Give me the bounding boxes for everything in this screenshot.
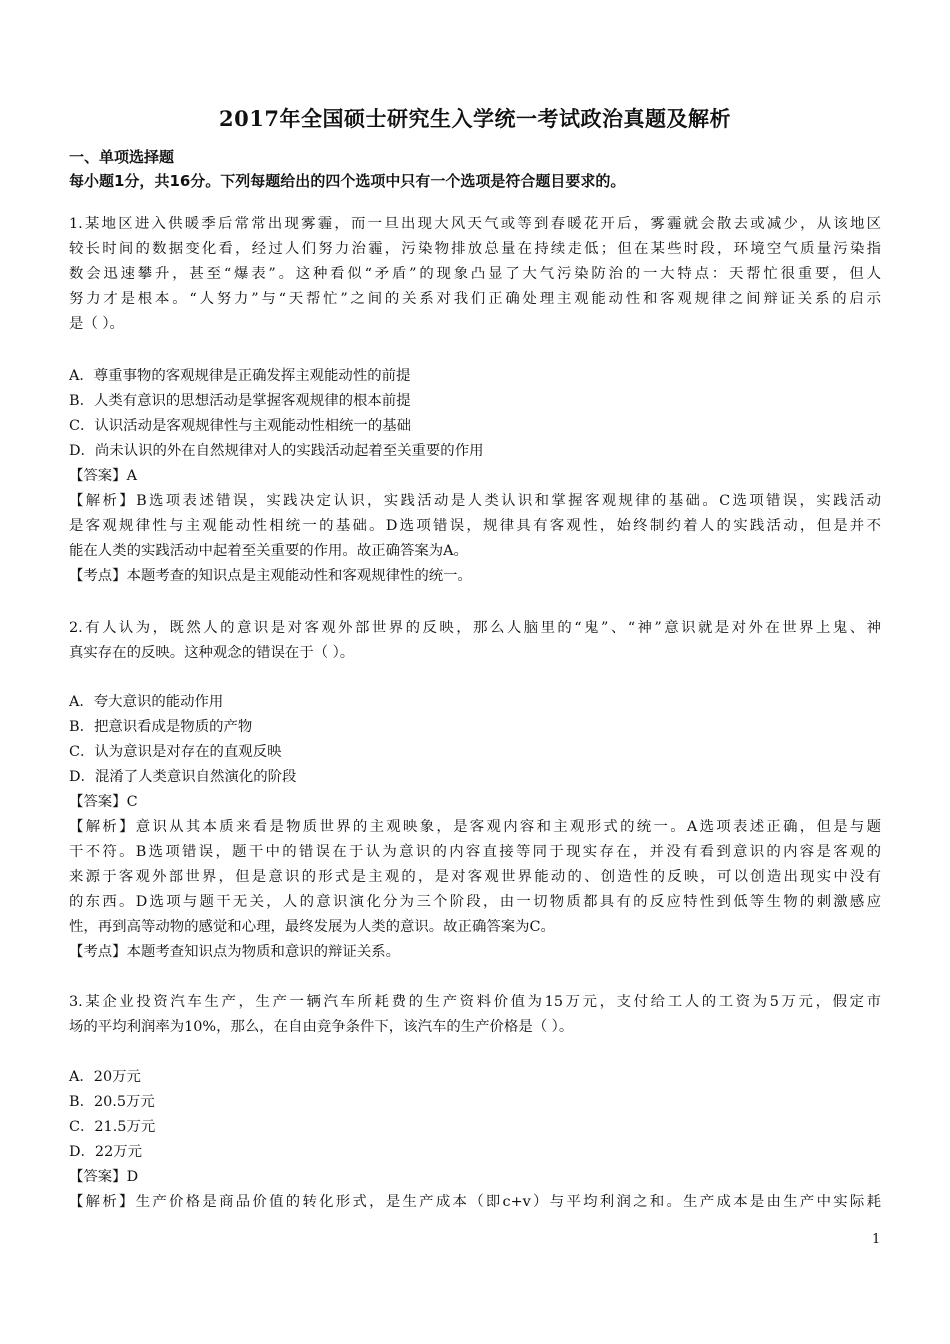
question-stem-line: 1.某地区进入供暖季后常常出现雾霾，而一旦出现大风天气或等到春暖花开后，雾霾就会散去或减少，从该地区 — [69, 216, 881, 232]
question-stem-line: 较长时间的数据变化看，经过人们努力治霾，污染物排放总量在持续走低；但在某些时段，环境空气质量污染指 — [69, 241, 881, 257]
option-a: A．夸大意识的能动作用 — [69, 694, 224, 710]
question-stem-line: 是（ ）。 — [69, 316, 124, 332]
analysis-line: 是客观规律性与主观能动性相统一的基础。D选项错误，规律具有客观性，始终制约着人的实践活动，但是并不 — [69, 518, 881, 534]
question-stem-line: 2.有人认为，既然人的意识是对客观外部世界的反映，那么人脑里的“鬼”、“神”意识就是对外在世界上鬼、神 — [69, 620, 881, 636]
question-stem-line: 努力才是根本。“人努力”与“天帮忙”之间的关系对我们正确处理主观能动性和客观规律之间辩证关系的启示 — [69, 291, 881, 307]
question-stem-line: 真实存在的反映。这种观念的错误在于（ ）。 — [69, 645, 355, 661]
option-d: D．尚未认识的外在自然规律对人的实践活动起着至关重要的作用 — [69, 443, 484, 459]
option-b: B．把意识看成是物质的产物 — [69, 719, 253, 735]
knowledge-point-line: 【考点】本题考查知识点为物质和意识的辩证关系。 — [69, 944, 400, 960]
analysis-line: 【解析】生产价格是商品价值的转化形式，是生产成本（即c+v）与平均利润之和。生产成本是由生产中实际耗 — [69, 1194, 881, 1210]
option-a: A．20万元 — [69, 1069, 141, 1085]
analysis-line: 来源于客观外部世界，但是意识的形式是主观的，是对客观世界能动的、创造性的反映，可以创造出现实中没有 — [69, 869, 881, 885]
analysis-line: 【解析】意识从其本质来看是物质世界的主观映象，是客观内容和主观形式的统一。A选项表述正确，但是与题 — [69, 819, 881, 835]
section-heading: 一、单项选择题 — [69, 148, 175, 166]
answer-line: 【答案】D — [69, 1169, 139, 1185]
answer-line: 【答案】A — [69, 468, 137, 484]
option-b: B．人类有意识的思想活动是掌握客观规律的根本前提 — [69, 393, 411, 409]
analysis-line: 干不符。B选项错误，题干中的错误在于认为意识的内容直接等同于现实存在，并没有看到意识的内容是客观的 — [69, 844, 881, 860]
option-a: A．尊重事物的客观规律是正确发挥主观能动性的前提 — [69, 368, 411, 384]
question-stem-line: 数会迅速攀升，甚至“爆表”。这种看似“矛盾”的现象凸显了大气污染防治的一大特点：天帮忙很重要，但人 — [69, 266, 881, 282]
knowledge-point-line: 【考点】本题考查的知识点是主观能动性和客观规律性的统一。 — [69, 568, 472, 584]
option-d: D．混淆了人类意识自然演化的阶段 — [69, 769, 297, 785]
page-title: 2017年全国硕士研究生入学统一考试政治真题及解析 — [219, 106, 731, 131]
option-b: B．20.5万元 — [69, 1094, 155, 1110]
analysis-line: 性，再到高等动物的感觉和心理，最终发展为人类的意识。故正确答案为C。 — [69, 919, 555, 935]
question-stem-line: 场的平均利润率为10%，那么，在自由竞争条件下，该汽车的生产价格是（ ）。 — [69, 1019, 574, 1035]
page-number: 1 — [872, 1232, 881, 1247]
section-instruction: 每小题1分，共16分。下列每题给出的四个选项中只有一个选项是符合题目要求的。 — [69, 172, 626, 190]
answer-line: 【答案】C — [69, 794, 138, 810]
analysis-line: 【解析】B选项表述错误，实践决定认识，实践活动是人类认识和掌握客观规律的基础。C选项错误，实践活动 — [69, 493, 881, 509]
question-stem-line: 3.某企业投资汽车生产，生产一辆汽车所耗费的生产资料价值为15万元，支付给工人的工资为5万元，假定市 — [69, 994, 881, 1010]
option-c: C．21.5万元 — [69, 1119, 156, 1135]
option-c: C．认为意识是对存在的直观反映 — [69, 744, 282, 760]
option-d: D．22万元 — [69, 1144, 143, 1160]
option-c: C．认识活动是客观规律性与主观能动性相统一的基础 — [69, 418, 411, 434]
analysis-line: 能在人类的实践活动中起着至关重要的作用。故正确答案为A。 — [69, 543, 468, 559]
analysis-line: 的东西。D选项与题干无关，人的意识演化分为三个阶段，由一切物质都具有的反应特性到低等生物的刺激感应 — [69, 894, 881, 910]
